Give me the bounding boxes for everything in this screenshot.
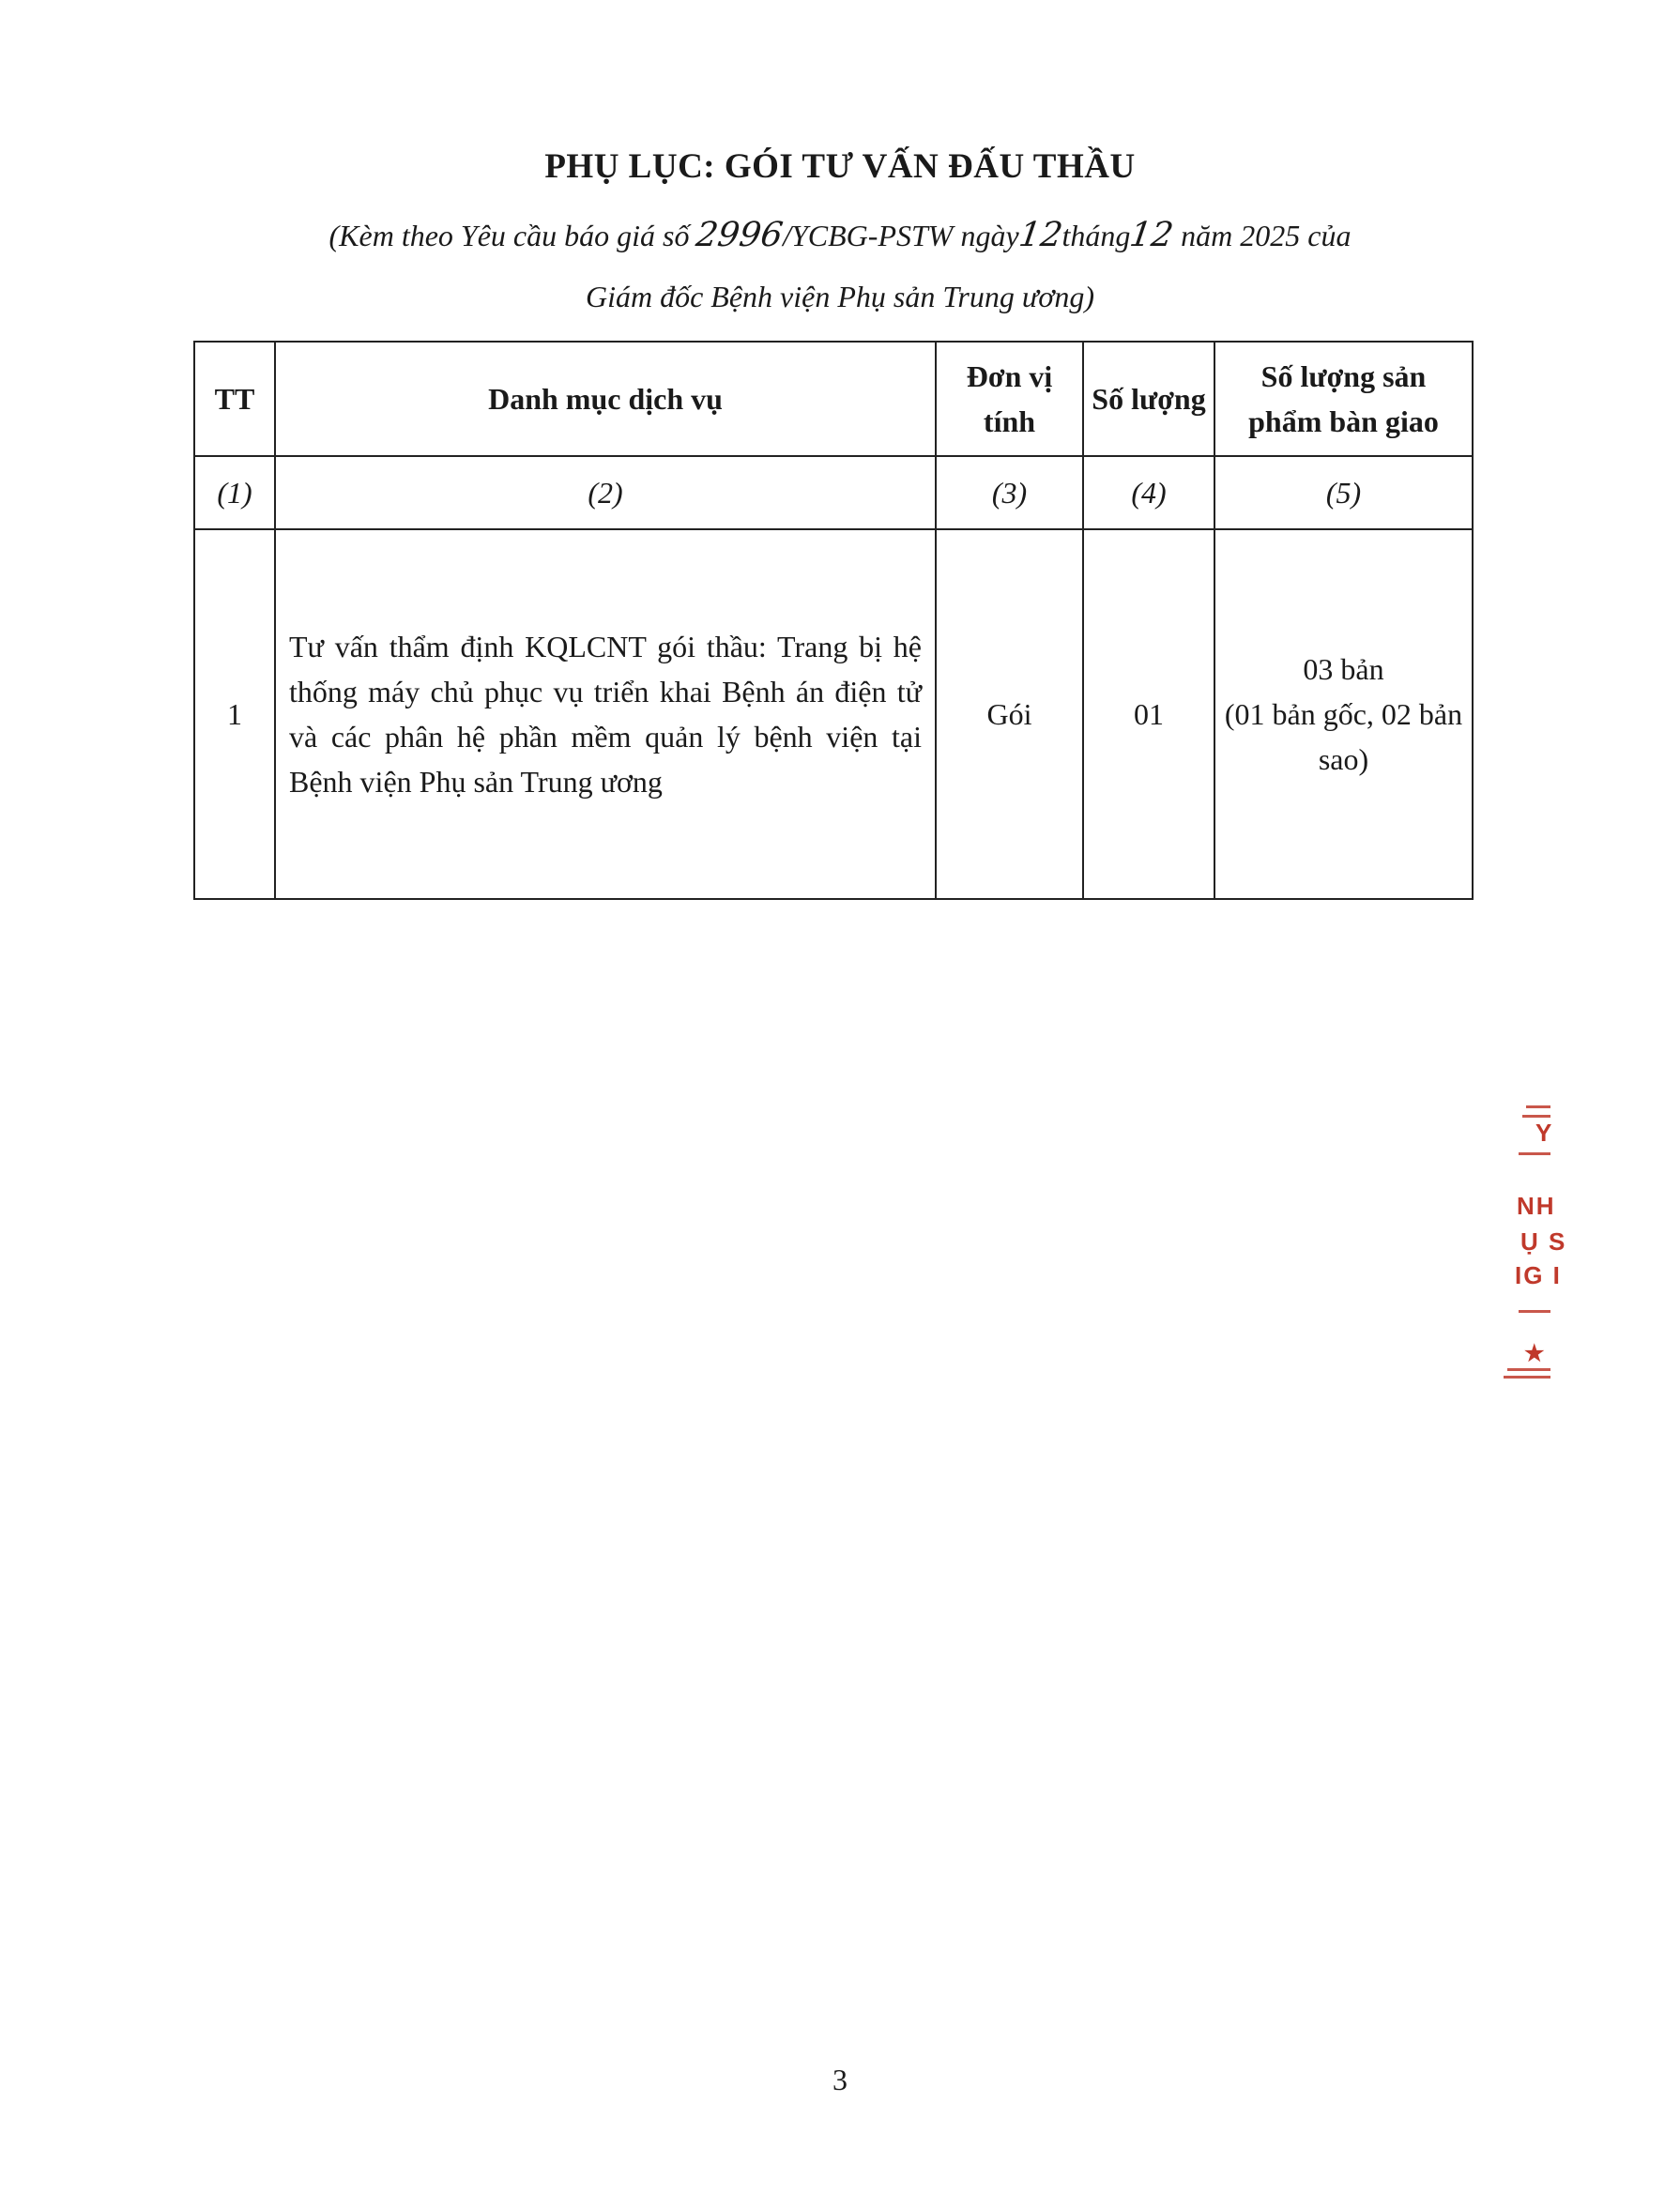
cell-unit: Gói — [936, 529, 1083, 899]
subtitle-code: /YCBG-PSTW ngày — [783, 219, 1019, 252]
header-unit: Đơn vị tính — [936, 342, 1083, 456]
handwritten-month: 12 — [1127, 216, 1177, 254]
column-number: (2) — [275, 456, 936, 529]
table-row — [194, 529, 1473, 899]
cell-quantity: 01 — [1083, 529, 1214, 899]
column-number: (1) — [194, 456, 275, 529]
seal-text-fragment: Y — [1535, 1119, 1554, 1147]
delivered-detail: (01 bản gốc, 02 bản sao) — [1224, 697, 1463, 776]
subtitle-prefix: (Kèm theo Yêu cầu báo giá số — [328, 219, 697, 252]
document-subtitle — [0, 216, 1680, 254]
cell-tt: 1 — [194, 529, 275, 899]
handwritten-number: 2996 — [694, 216, 786, 254]
header-delivered: Số lượng sản phẩm bàn giao — [1214, 342, 1473, 456]
page-number: 3 — [832, 2063, 848, 2096]
column-number: (3) — [936, 456, 1083, 529]
seal-text-fragment: Ụ S — [1520, 1227, 1567, 1256]
column-number: (4) — [1083, 456, 1214, 529]
seal-text-fragment: IG I — [1515, 1261, 1562, 1289]
subtitle-year: năm 2025 của — [1173, 219, 1352, 252]
document-title: PHỤ LỤC: GÓI TƯ VẤN ĐẤU THẦU — [544, 147, 1136, 186]
seal-text-fragment: NH — [1517, 1192, 1556, 1220]
column-number-row — [194, 456, 1473, 529]
appendix-table — [193, 341, 1474, 900]
column-number: (5) — [1214, 456, 1473, 529]
subtitle-month-label: tháng — [1061, 219, 1131, 252]
cell-service: Tư vấn thẩm định KQLCNT gói thầu: Trang bị hệ thống máy chủ phục vụ triển khai Bệnh án điện tử và các phân hệ phần mềm quản lý bệnh viện tại Bệnh viện Phụ sản Trung ương — [275, 529, 936, 899]
header-quantity: Số lượng — [1083, 342, 1214, 456]
document-subtitle-line2: Giám đốc Bệnh viện Phụ sản Trung ương) — [585, 280, 1095, 313]
table-header-row — [194, 342, 1473, 456]
handwritten-day: 12 — [1016, 216, 1065, 254]
header-service: Danh mục dịch vụ — [275, 342, 936, 456]
cell-delivered — [1214, 529, 1473, 899]
delivered-count: 03 bản — [1303, 652, 1384, 686]
seal-star-icon: ★ — [1524, 1341, 1545, 1366]
red-seal-fragment — [1498, 1098, 1567, 1379]
header-tt: TT — [194, 342, 275, 456]
